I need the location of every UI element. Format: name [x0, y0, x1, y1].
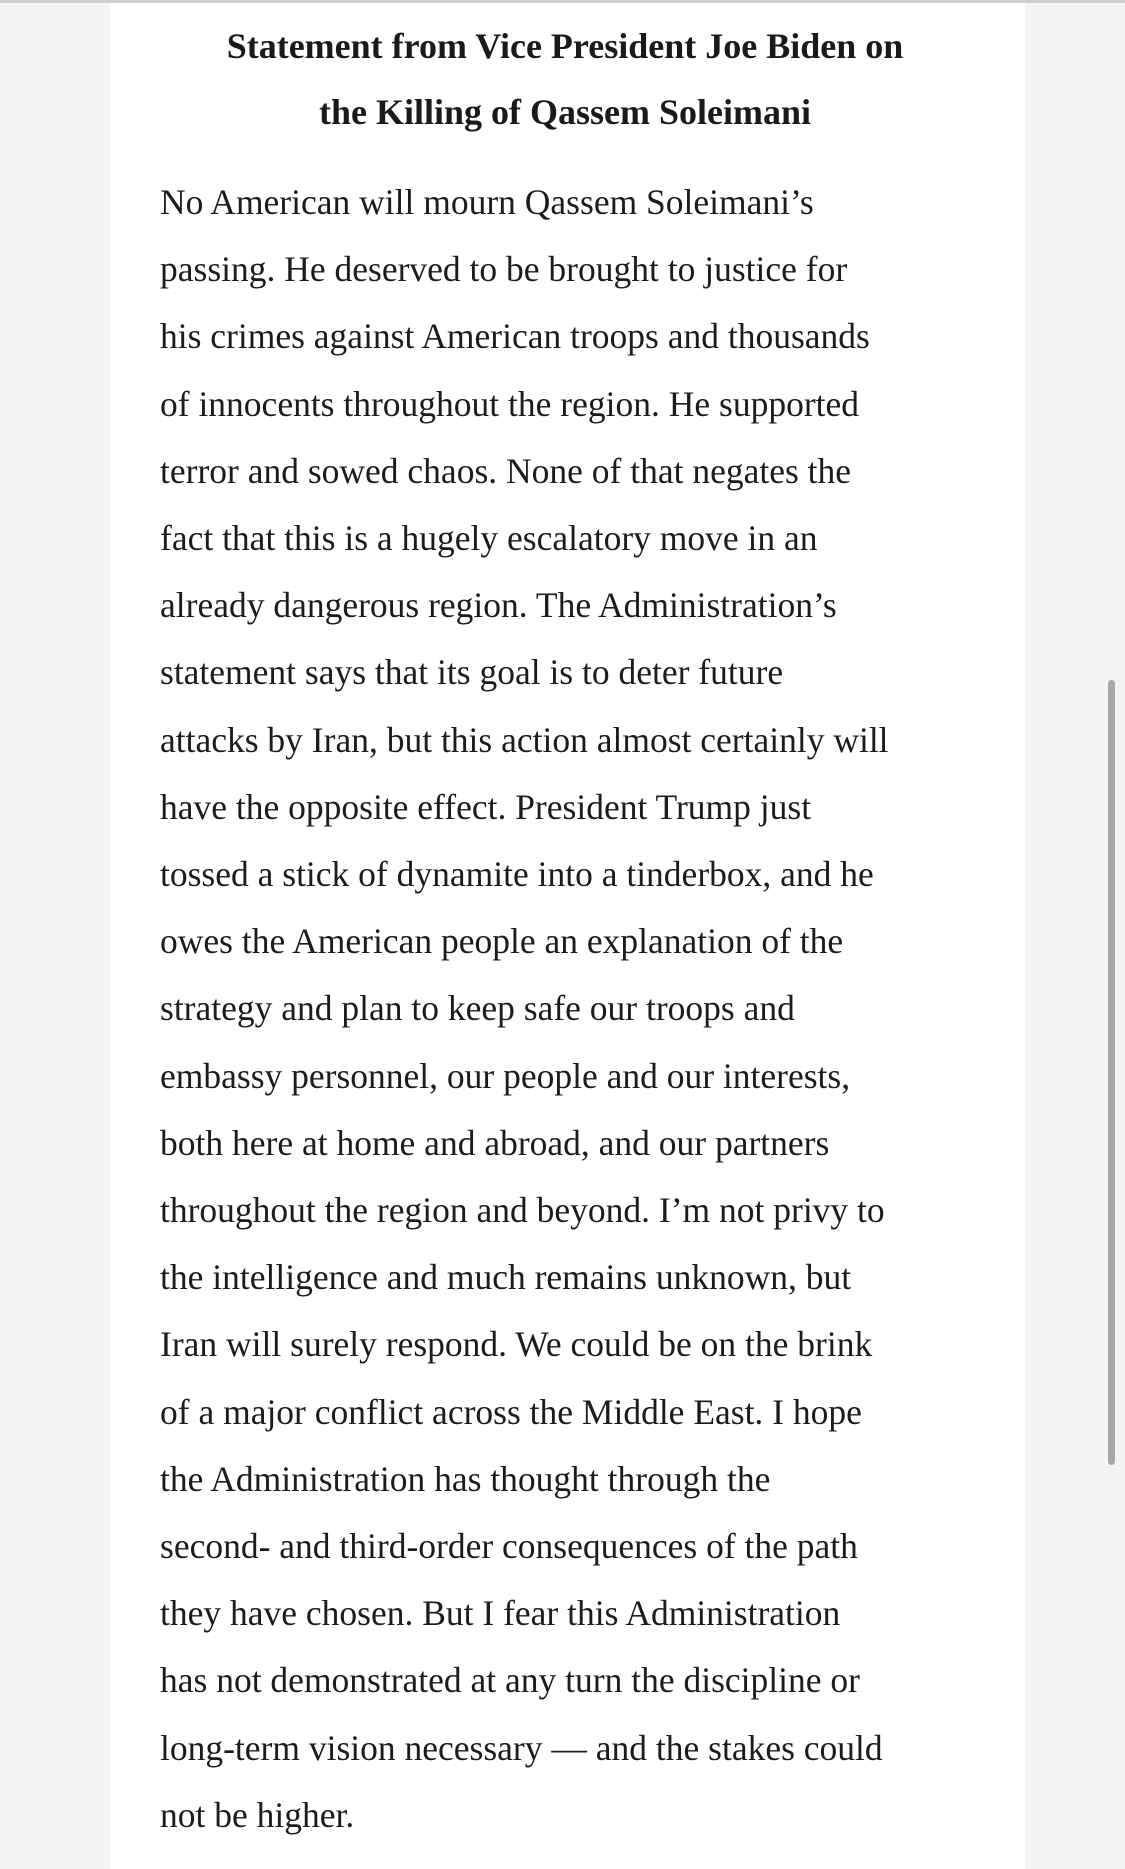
body-line: statement says that its goal is to deter future — [160, 652, 784, 693]
body-line: they have chosen. But I fear this Administration — [160, 1593, 841, 1634]
body-line: the Administration has thought through the — [160, 1458, 771, 1499]
body-line: strategy and plan to keep safe our troops and — [160, 988, 795, 1029]
body-line: second- and third-order consequences of the path — [160, 1526, 858, 1567]
body-line: terror and sowed chaos. None of that negates the — [160, 450, 852, 491]
body-line: already dangerous region. The Administration’s — [160, 585, 837, 626]
body-line: No American will mourn Qassem Soleimani’s — [160, 182, 814, 222]
body-line: both here at home and abroad, and our partners — [160, 1122, 830, 1163]
body-line: tossed a stick of dynamite into a tinderbox, and he — [160, 854, 874, 895]
body-line: has not demonstrated at any turn the discipline or — [160, 1660, 860, 1701]
body-line: have the opposite effect. President Trump just — [160, 786, 812, 827]
title-line: Statement from Vice President Joe Biden on — [226, 26, 904, 66]
body-line: fact that this is a hugely escalatory move in an — [160, 518, 818, 559]
body-line: attacks by Iran, but this action almost certainly will — [160, 719, 889, 760]
body-line: long-term vision necessary — and the stakes could — [160, 1727, 883, 1768]
article-page — [110, 3, 1025, 1869]
body-line: embassy personnel, our people and our interests, — [160, 1055, 851, 1096]
article-body — [160, 169, 980, 1849]
body-line: throughout the region and beyond. I’m not privy to — [160, 1190, 885, 1231]
body-line: of innocents throughout the region. He supported — [160, 383, 860, 424]
body-line: Iran will surely respond. We could be on the brink — [160, 1324, 873, 1365]
body-line: the intelligence and much remains unknown, but — [160, 1257, 852, 1298]
body-line: not be higher. — [160, 1794, 355, 1835]
scrollbar-thumb[interactable] — [1108, 680, 1115, 1465]
title-line: the Killing of Qassem Soleimani — [318, 92, 811, 132]
body-line: passing. He deserved to be brought to justice for — [160, 249, 848, 290]
body-line: of a major conflict across the Middle East. I hope — [160, 1391, 862, 1432]
body-line: his crimes against American troops and thousands — [160, 316, 870, 357]
body-line: owes the American people an explanation of the — [160, 921, 844, 962]
article-title — [150, 13, 980, 145]
